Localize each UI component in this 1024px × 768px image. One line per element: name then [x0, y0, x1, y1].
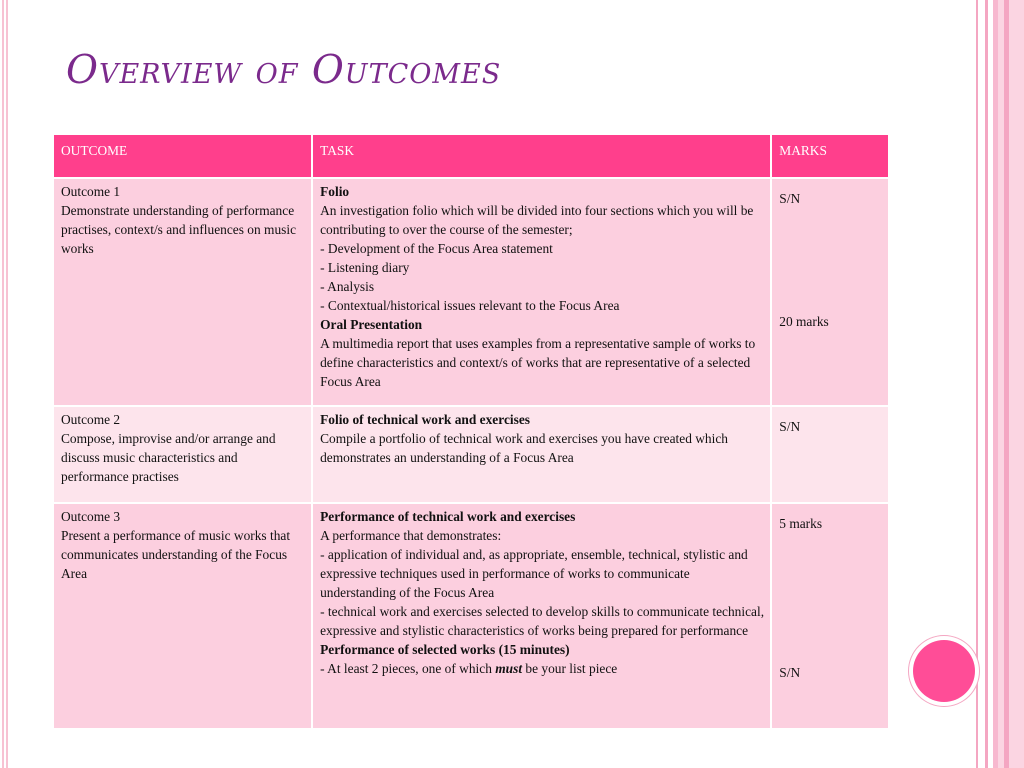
- task-description: Compile a portfolio of technical work and exercises you have created which demonstrates an understanding of a Focus Area: [320, 431, 728, 465]
- marks-value: S/N: [779, 419, 801, 434]
- marks-value: S/N: [779, 665, 801, 680]
- task-item: - Contextual/historical issues relevant to the Focus Area: [320, 298, 620, 313]
- outcome-cell: [53, 406, 312, 503]
- right-decorative-border: [976, 0, 1024, 768]
- task-description: A multimedia report that uses examples from a representative sample of works to define characteristics and context/s of works that are representative of a selected Focus Area: [320, 336, 756, 389]
- task-item: - Development of the Focus Area statement: [320, 241, 553, 256]
- task-description: [320, 659, 764, 678]
- outcome-description: Demonstrate understanding of performance practises, context/s and influences on music works: [61, 203, 297, 256]
- task-item: - Analysis: [320, 279, 375, 294]
- marks-cell: [771, 178, 889, 406]
- outcome-description: Present a performance of music works that communicates understanding of the Focus Area: [61, 528, 291, 581]
- task-description: A performance that demonstrates:: [320, 528, 502, 543]
- task-heading: Folio of technical work and exercises: [320, 412, 530, 427]
- task-item: - technical work and exercises selected to develop skills to communicate technical, expressive and stylistic characteristics of works being prepared for performance: [320, 604, 765, 638]
- task-heading: Folio: [320, 184, 350, 199]
- task-heading: Performance of technical work and exercises: [320, 509, 576, 524]
- decorative-circle: [913, 640, 975, 702]
- table-header-row: [53, 134, 889, 178]
- marks-spacer: [779, 533, 882, 663]
- marks-cell: [771, 406, 889, 503]
- task-item: - application of individual and, as appropriate, ensemble, technical, stylistic and expressive techniques used in performance of works to communicate understanding of the Focus Area: [320, 547, 748, 600]
- slide-title: Overview of Outcomes: [66, 48, 502, 93]
- marks-value: 5 marks: [779, 516, 823, 531]
- task-cell: [312, 178, 771, 406]
- outcome-title: Outcome 2: [61, 412, 121, 427]
- task-text-suffix: be your list piece: [525, 661, 618, 676]
- table-row: [53, 406, 889, 503]
- outcomes-table: [52, 133, 890, 730]
- marks-spacer: [779, 208, 882, 312]
- outcome-description: Compose, improvise and/or arrange and discuss music characteristics and performance practises: [61, 431, 276, 484]
- task-description: An investigation folio which will be divided into four sections which you will be contributing to over the course of the semester;: [320, 203, 754, 237]
- task-text-emphasis: must: [495, 661, 523, 676]
- outcome-title: Outcome 1: [61, 184, 121, 199]
- task-heading: Performance of selected works (15 minutes): [320, 642, 570, 657]
- outcome-title: Outcome 3: [61, 509, 121, 524]
- task-text-prefix: - At least 2 pieces, one of which: [320, 661, 492, 676]
- table-row: [53, 503, 889, 729]
- task-cell: [312, 503, 771, 729]
- task-heading: Oral Presentation: [320, 317, 423, 332]
- marks-value: 20 marks: [779, 314, 829, 329]
- left-decorative-border: [0, 0, 12, 768]
- outcome-cell: [53, 178, 312, 406]
- header-marks: MARKS: [771, 134, 889, 178]
- task-cell: [312, 406, 771, 503]
- task-item: - Listening diary: [320, 260, 410, 275]
- header-task: TASK: [312, 134, 771, 178]
- outcome-cell: [53, 503, 312, 729]
- marks-value: S/N: [779, 191, 801, 206]
- table-row: [53, 178, 889, 406]
- marks-cell: [771, 503, 889, 729]
- header-outcome: OUTCOME: [53, 134, 312, 178]
